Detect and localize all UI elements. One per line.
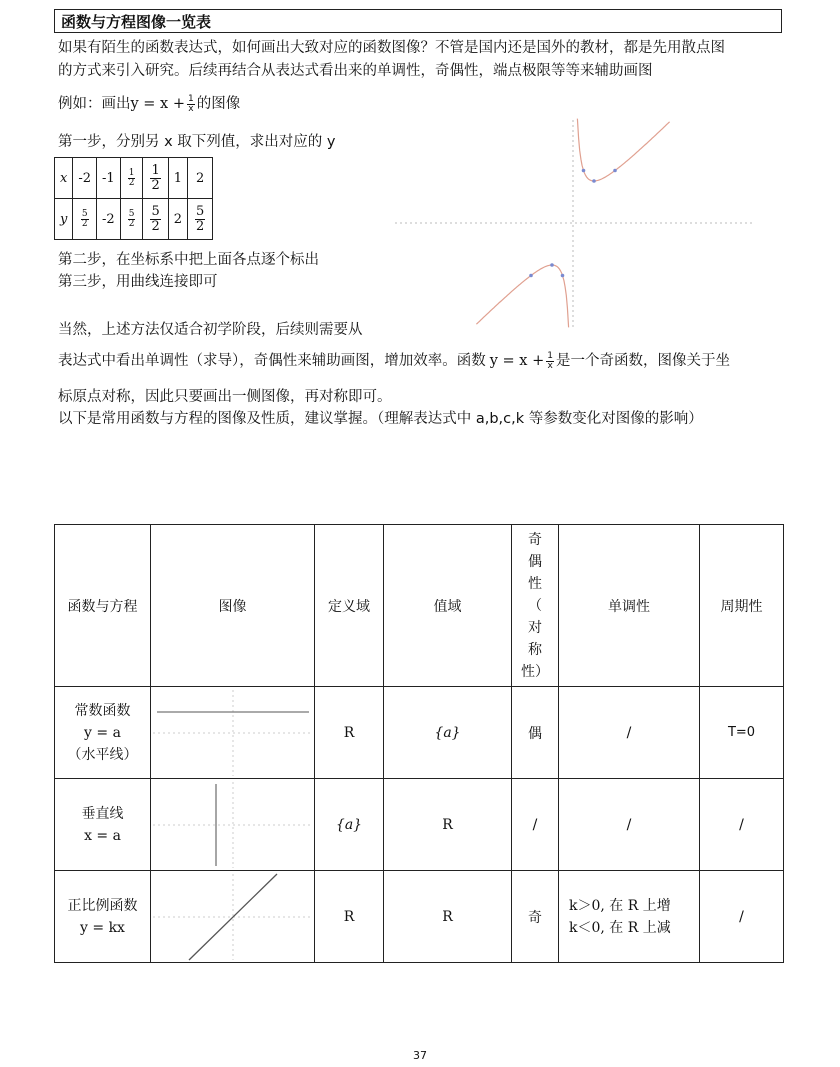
vertical-graph <box>153 780 313 870</box>
parity-cell: 奇 <box>512 871 559 963</box>
period-cell: / <box>700 871 784 963</box>
table-row <box>55 871 784 963</box>
mono-line-2: k＜0, 在 R 上减 <box>569 919 671 936</box>
example-suffix: 的图像 <box>196 96 241 112</box>
constant-graph <box>153 688 313 778</box>
example-expr: y = x + <box>130 96 185 112</box>
parity-cell: / <box>512 779 559 871</box>
func-name: 正比例函数 <box>67 897 138 914</box>
range-cell: R <box>384 871 512 963</box>
header-parity <box>512 525 559 687</box>
table-header-row <box>55 525 784 687</box>
x-val-4: $\frac{1}{2}$ <box>143 158 168 199</box>
plot-point <box>592 179 596 183</box>
header-range: 值域 <box>384 525 512 687</box>
step-1: 第一步，分别另 x 取下列值，求出对应的 y <box>58 134 336 150</box>
plot-point <box>529 274 533 278</box>
func-name: 常数函数 <box>74 702 131 719</box>
page-title: 函数与方程图像一览表 <box>54 9 782 33</box>
func-expr: y = a <box>84 724 121 741</box>
x-val-5: 1 <box>168 158 187 199</box>
header-graph: 图像 <box>151 525 315 687</box>
curve-left-branch <box>476 265 568 327</box>
note-1: 当然，上述方法仅适合初学阶段，后续则需要从 <box>58 322 363 338</box>
example-prefix: 例如：画出 <box>58 96 131 112</box>
range-cell: {a} <box>384 687 512 779</box>
mono-cell: / <box>559 687 700 779</box>
y-val-2: -2 <box>97 199 121 240</box>
period-cell: T=0 <box>700 687 784 779</box>
plot-point <box>582 169 586 173</box>
func-cell <box>55 779 151 871</box>
period-cell: / <box>700 779 784 871</box>
y-val-1: $\frac{5}{2}$ <box>73 199 97 240</box>
mono-cell <box>559 871 700 963</box>
mono-line-1: k＞0, 在 R 上增 <box>569 897 671 914</box>
proportional-graph <box>153 872 313 962</box>
note-2-b: 是一个奇函数，图像关于坐 <box>555 353 730 369</box>
header-domain: 定义域 <box>315 525 384 687</box>
func-expr: y = kx <box>80 919 125 936</box>
func-name: 垂直线 <box>81 805 124 822</box>
y-val-5: 2 <box>168 199 187 240</box>
func-extra: （水平线） <box>67 746 138 763</box>
func-cell <box>55 871 151 963</box>
intro-line-1: 如果有陌生的函数表达式，如何画出大致对应的函数图像？不管是国内还是国外的教材，都是先用散点图 <box>58 40 725 56</box>
func-cell <box>55 687 151 779</box>
header-period: 周期性 <box>700 525 784 687</box>
example-graph <box>395 115 755 330</box>
domain-cell: R <box>315 871 384 963</box>
y-val-3: $\frac{5}{2}$ <box>120 199 143 240</box>
x-val-6: 2 <box>188 158 213 199</box>
step-3: 第三步，用曲线连接即可 <box>58 274 218 290</box>
range-cell: R <box>384 779 512 871</box>
note-2 <box>58 350 730 372</box>
table-row <box>55 687 784 779</box>
parity-cell: 偶 <box>512 687 559 779</box>
parity-char: 对 <box>528 619 542 636</box>
x-val-1: -2 <box>73 158 97 199</box>
x-label: x <box>55 158 73 199</box>
points-x-row <box>55 158 213 199</box>
function-table <box>54 524 784 963</box>
header-mono: 单调性 <box>559 525 700 687</box>
points-y-row <box>55 199 213 240</box>
note-2-expr: y = x + <box>489 353 545 369</box>
plot-point <box>550 263 554 267</box>
curve-right-branch <box>577 119 669 181</box>
example-line <box>58 93 240 115</box>
parity-char: 性 <box>528 575 542 592</box>
note-4: 以下是常用函数与方程的图像及性质，建议掌握。（理解表达式中 a,b,c,k 等参数变化对图像的影响） <box>58 411 703 427</box>
points-table <box>54 157 213 240</box>
parity-char: 奇 <box>528 531 542 548</box>
example-fraction: $\frac{1}{x}$ <box>188 93 194 114</box>
parity-char: （ <box>528 597 542 614</box>
step-2: 第二步，在坐标系中把上面各点逐个标出 <box>58 252 319 268</box>
graph-cell <box>151 779 315 871</box>
graph-cell <box>151 687 315 779</box>
y-val-4: $\frac{5}{2}$ <box>143 199 168 240</box>
parity-char: 性） <box>521 663 549 680</box>
domain-cell: {a} <box>315 779 384 871</box>
y-val-6: $\frac{5}{2}$ <box>188 199 213 240</box>
x-val-2: -1 <box>97 158 121 199</box>
domain-cell: R <box>315 687 384 779</box>
mono-cell: / <box>559 779 700 871</box>
y-label: y <box>55 199 73 240</box>
header-func: 函数与方程 <box>55 525 151 687</box>
plot-point <box>561 274 565 278</box>
x-val-3: $\frac{1}{2}$ <box>120 158 143 199</box>
note-2-fraction: $\frac{1}{x}$ <box>547 350 553 371</box>
note-2-a: 表达式中看出单调性（求导），奇偶性来辅助画图，增加效率。函数 <box>58 353 486 369</box>
func-expr: x = a <box>84 827 121 844</box>
plot-point <box>613 169 617 173</box>
page-number: 37 <box>413 1049 427 1062</box>
table-row <box>55 779 784 871</box>
parity-char: 称 <box>528 641 542 658</box>
graph-cell <box>151 871 315 963</box>
intro-line-2: 的方式来引入研究。后续再结合从表达式看出来的单调性，奇偶性，端点极限等等来辅助画图 <box>58 63 653 79</box>
note-3: 标原点对称，因此只要画出一侧图像，再对称即可。 <box>58 389 392 405</box>
parity-char: 偶 <box>528 553 542 570</box>
